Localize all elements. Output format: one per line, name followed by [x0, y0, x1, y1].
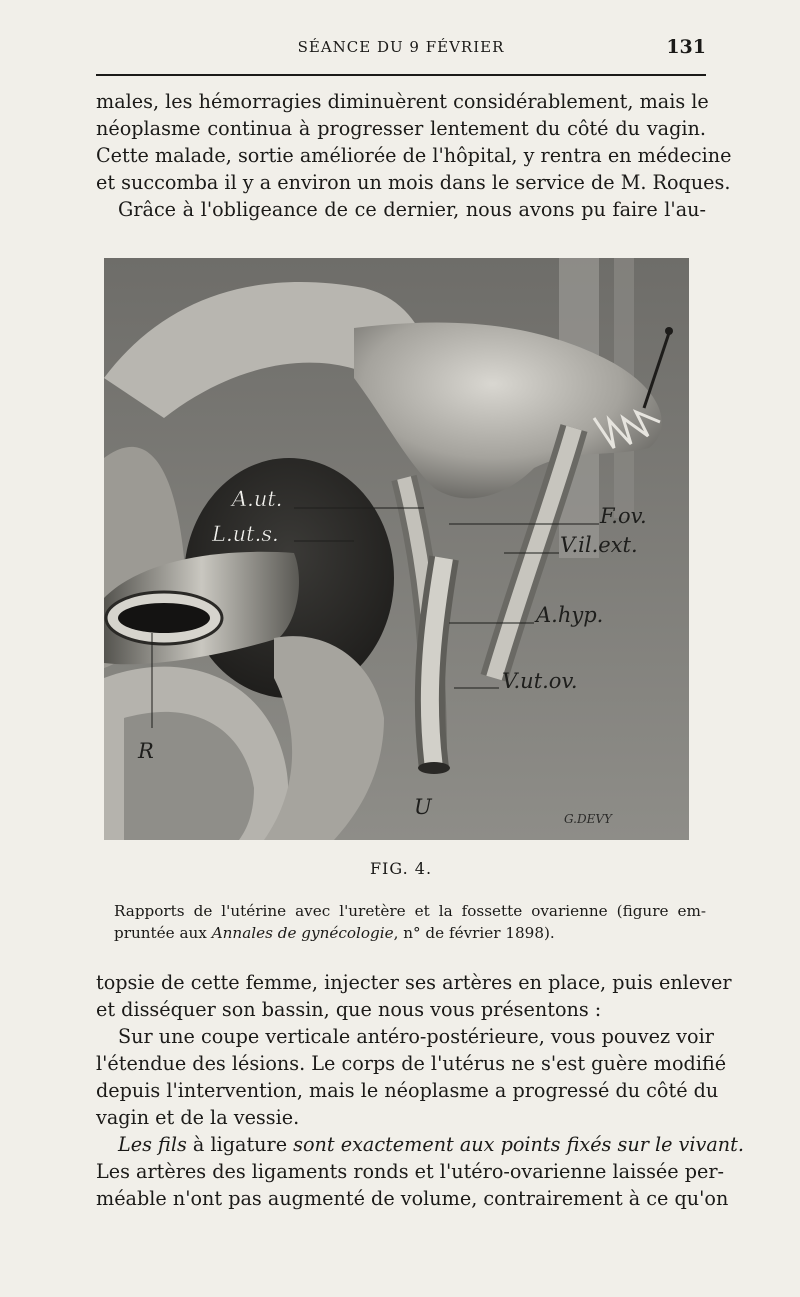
running-header [96, 36, 706, 60]
label-v-il-ext: V.il.ext. [560, 533, 638, 557]
figure-illustration [104, 258, 689, 840]
figure-title: FIG. 4. [369, 859, 433, 878]
italic-text: Les fils [118, 1133, 187, 1156]
text-line: l'étendue des lésions. Le corps de l'utérus ne s'est guère modifié [96, 1052, 727, 1075]
italic-text: sont exactement aux points fixés sur le vivant. [293, 1133, 744, 1156]
label-l-ut-s: L.ut.s. [212, 522, 279, 546]
caption-line [114, 922, 706, 944]
label-a-hyp: A.hyp. [536, 603, 604, 627]
text-line: Les artères des ligaments ronds et l'utéro-ovarienne laissée per- [96, 1160, 725, 1183]
text-line: topsie de cette femme, injecter ses artères en place, puis enlever [96, 971, 732, 994]
text-line-italic [96, 1131, 744, 1158]
label-u: U [414, 795, 432, 819]
caption-journal: Annales de gynécologie [211, 924, 394, 942]
label-f-ov: F.ov. [600, 504, 647, 528]
text-line: Cette malade, sortie améliorée de l'hôpital, y rentra en médecine [96, 144, 732, 167]
caption-text: pruntée aux [114, 924, 212, 942]
running-title: SÉANCE DU 9 FÉVRIER [297, 38, 505, 56]
page-number: 131 [666, 36, 706, 58]
text-line: vagin et de la vessie. [96, 1106, 300, 1129]
label-a-ut: A.ut. [232, 487, 283, 511]
text-line: méable n'ont pas augmenté de volume, contrairement à ce qu'on [96, 1187, 729, 1210]
anatomical-figure [104, 258, 689, 840]
text-line: et succomba il y a environ un mois dans le service de M. Roques. [96, 171, 731, 194]
caption-text: , n° de février 1898). [393, 924, 555, 942]
artist-signature: G.DEVY [564, 812, 612, 826]
label-v-ut-ov: V.ut.ov. [502, 669, 578, 693]
label-r: R [138, 739, 154, 763]
body-text-bottom [96, 969, 744, 1212]
caption-line: Rapports de l'utérine avec l'uretère et la fossette ovarienne (figure em- [114, 902, 706, 920]
body-text-top [96, 88, 732, 223]
text-line: depuis l'intervention, mais le néoplasme a progressé du côté du [96, 1079, 719, 1102]
text-line: Sur une coupe verticale antéro-postérieure, vous pouvez voir [118, 1025, 714, 1048]
text-line: et disséquer son bassin, que nous vous présentons : [96, 998, 602, 1021]
header-rule [96, 74, 706, 76]
roman-text: à ligature [186, 1133, 294, 1156]
text-line: néoplasme continua à progresser lentement du côté du vagin. [96, 117, 706, 140]
text-line: males, les hémorragies diminuèrent considérablement, mais le [96, 90, 709, 113]
text-line: Grâce à l'obligeance de ce dernier, nous avons pu faire l'au- [118, 198, 706, 221]
figure-caption [114, 900, 706, 944]
